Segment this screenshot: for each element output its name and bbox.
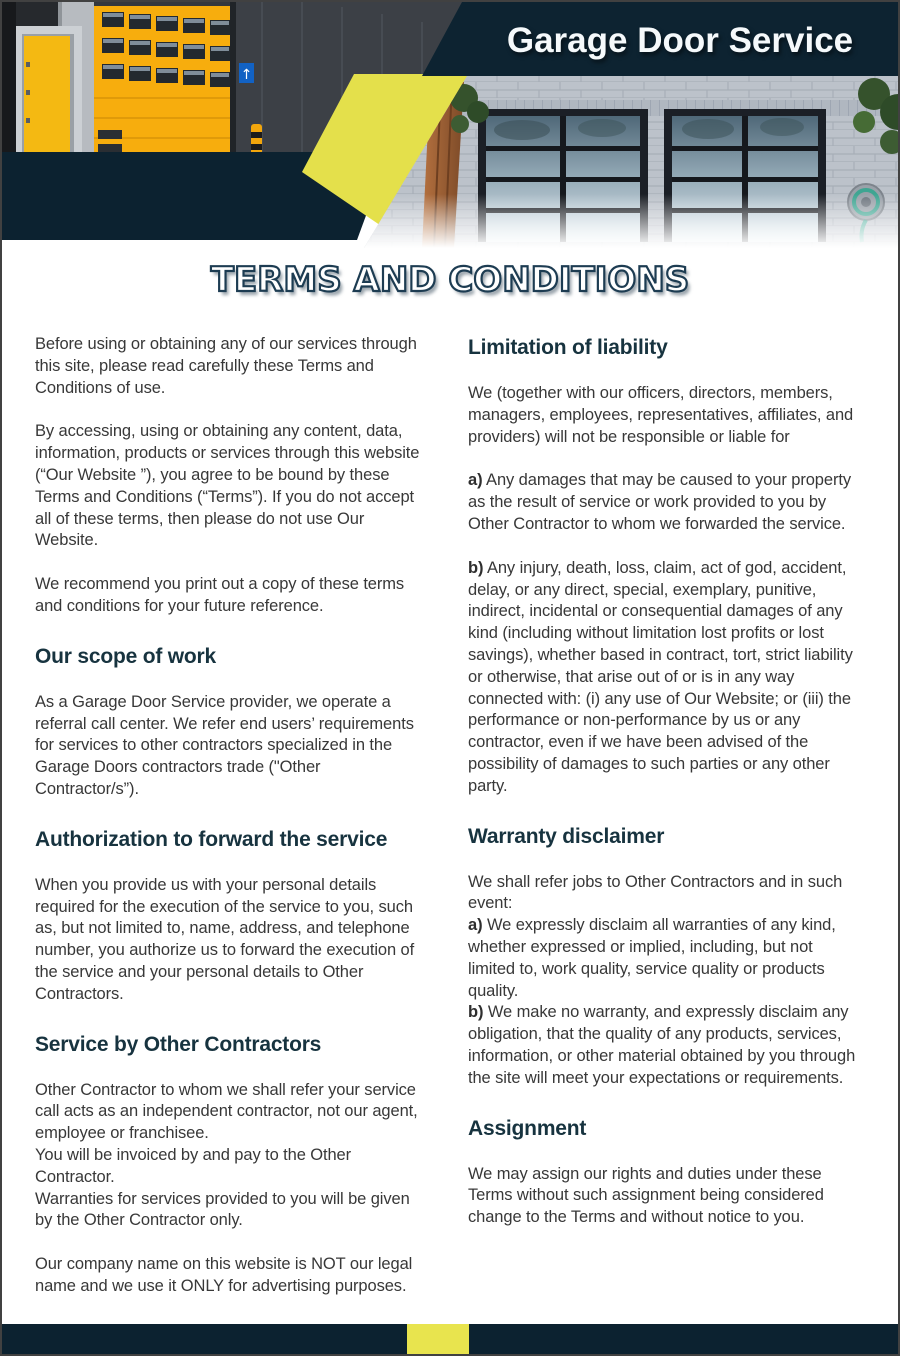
section-heading: Service by Other Contractors <box>35 1032 322 1056</box>
right-column <box>468 334 858 1320</box>
brand-banner <box>422 2 900 76</box>
sectional-garage-door <box>94 6 232 160</box>
paragraph: By accessing, using or obtaining any content, data, information, products or services through this website (“Our Website ”), you agree to be bound by these Terms and Conditions (“Terms”). If you do not accept all of these terms, then please do not use Our Website. <box>35 422 420 550</box>
left-column <box>35 334 425 1320</box>
section-heading: Our scope of work <box>35 644 216 668</box>
paragraph: We (together with our officers, directors, members, managers, employees, representatives, affiliates, and providers) will not be responsible or liable for <box>468 384 854 446</box>
section-heading: Assignment <box>468 1116 587 1140</box>
page-title: TERMS AND CONDITIONS <box>210 260 690 300</box>
up-arrow-sign-icon <box>239 63 254 83</box>
terms-content <box>2 334 900 1320</box>
paragraph: Other Contractor to whom we shall refer your service call acts as an independent contractor, not our agent, employee or franchisee. You will be invoiced by and pay to the Other Contractor. Warranties for services provided to you will be given by the Other Contractor only. <box>35 1080 418 1230</box>
section-heading: Authorization to forward the service <box>35 827 388 851</box>
section-heading: Warranty disclaimer <box>468 824 665 848</box>
footer-bar <box>2 1324 898 1354</box>
paragraph: b) Any injury, death, loss, claim, act of god, accident, delay, or any direct, special, exemplary, punitive, indirect, incidental or consequential damages of any kind (including without limitation lost profits or lost savings), whether based in contract, tort, strict liability or otherwise, that arise out of or is in any way connected with: (i) any use of Our Website; or (iii) the performance or non-performance by us or any contractor, even if we have been advised of the possibility of damages to such parties or any other party. <box>468 558 853 795</box>
paragraph: As a Garage Door Service provider, we operate a referral call center. We refer end users’ requirements for services to other contractors specialized in the Garage Doors contractors trade ("Other Contractor/s”). <box>35 692 414 798</box>
svg-text:↑: ↑ <box>240 67 253 83</box>
paragraph: We may assign our rights and duties under these Terms without such assignment being considered change to the Terms and without notice to you. <box>468 1164 824 1227</box>
paragraph: Our company name on this website is NOT our legal name and we use it ONLY for advertising purposes. <box>35 1255 413 1295</box>
paragraph: Before using or obtaining any of our services through this site, please read carefully these Terms and Conditions of use. <box>35 335 417 397</box>
header-photo-collage <box>2 2 900 248</box>
section-heading: Limitation of liability <box>468 336 668 359</box>
paragraph: When you provide us with your personal details required for the execution of the service to you, such as, but not limited to, name, address, and telephone number, you authorize us to forward the execution of the service and your personal details to Other Contractors. <box>35 875 415 1003</box>
footer-yellow-accent <box>407 1324 469 1354</box>
door-windows <box>102 12 230 87</box>
paragraph: a) Any damages that may be caused to your property as the result of service or work provided to you by Other Contractor to whom we forwarded the service. <box>468 471 851 533</box>
brand-title: Garage Door Service <box>506 21 854 60</box>
pedestrian-door <box>16 26 82 166</box>
paragraph: We recommend you print out a copy of these terms and conditions for your future reference. <box>35 575 405 615</box>
paragraph: We shall refer jobs to Other Contractors and in such event: a) We expressly disclaim all warranties of any kind, whether expressed or implied, including, but not limited to, work quality, service quality or products quality. b) We make no warranty, and expressly disclaim any obligation, that the quality of any products, services, information, or other material obtained by you through the site will meet your expectations or requirements. <box>468 872 856 1087</box>
